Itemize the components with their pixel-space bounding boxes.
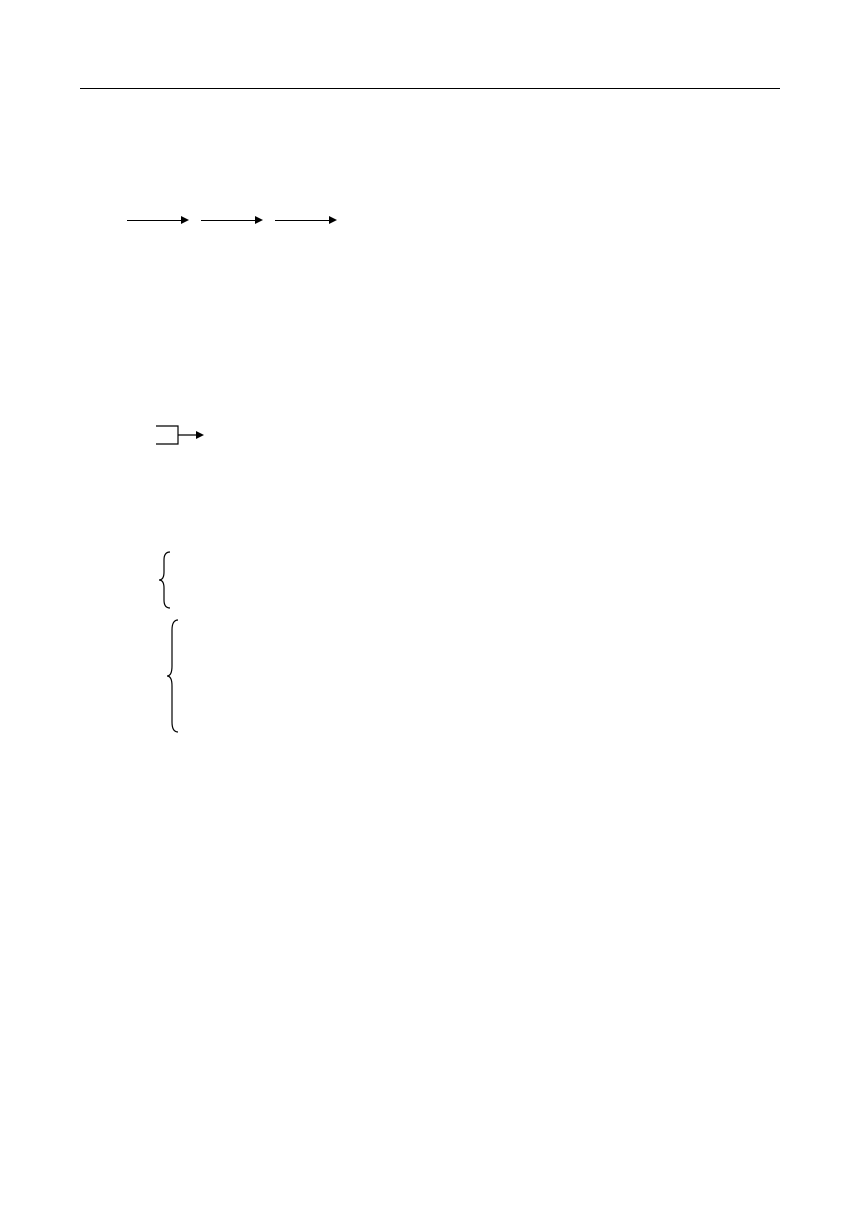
arrow — [275, 209, 337, 227]
arrow — [127, 209, 189, 227]
arrow — [201, 209, 263, 227]
header-rule — [80, 88, 780, 89]
chain-1 — [116, 209, 343, 227]
chain-2 — [116, 418, 121, 436]
merge-arrow — [156, 418, 206, 450]
brace-compound — [166, 618, 182, 734]
brace-single — [158, 550, 174, 610]
